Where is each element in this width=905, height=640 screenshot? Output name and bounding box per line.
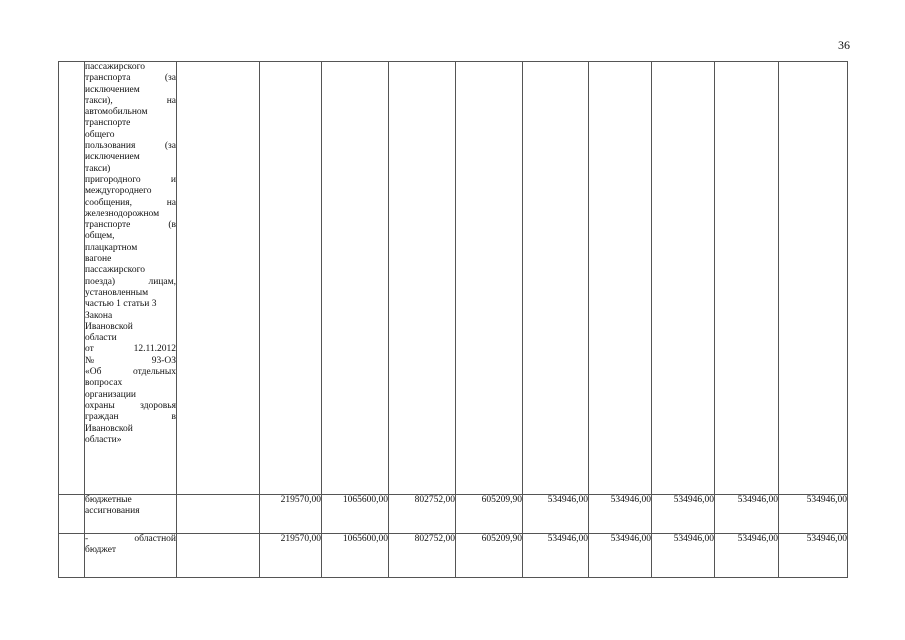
description-row: [59, 62, 848, 495]
text-word: пригородного: [85, 174, 141, 185]
empty-cell: [456, 62, 523, 495]
text-word: бюджет: [85, 545, 117, 556]
text-line: [85, 141, 176, 152]
text-word: общего: [85, 129, 115, 140]
text-line: [85, 209, 176, 220]
text-word: общем,: [85, 231, 115, 242]
text-word: плацкартном: [85, 242, 138, 253]
text-line: [85, 322, 176, 333]
text-word: междугороднего: [85, 186, 152, 197]
text-line: [85, 333, 176, 344]
text-line: [85, 130, 176, 141]
empty-cell: [322, 62, 389, 495]
text-word: транспорта: [85, 73, 131, 84]
text-line: [85, 96, 176, 107]
text-word: на: [166, 197, 176, 208]
value-cell: 802752,00: [389, 495, 456, 534]
text-line: [85, 73, 176, 84]
text-line: [85, 152, 176, 163]
text-line: [85, 288, 176, 299]
text-word: областной: [134, 534, 176, 544]
text-word: 12.11.2012: [133, 344, 176, 355]
text-line: [85, 545, 176, 556]
text-word: пассажирского: [85, 265, 145, 276]
text-line: [85, 265, 176, 276]
text-line: [85, 164, 176, 175]
text-word: и: [170, 174, 176, 185]
text-word: лицам,: [148, 276, 176, 287]
text-line: [85, 254, 176, 265]
text-word: №: [85, 355, 95, 366]
text-word: сообщения,: [85, 197, 132, 208]
page-number: 36: [838, 38, 850, 52]
row-label: [85, 534, 177, 578]
text-line: [85, 311, 176, 322]
empty-cell: [177, 495, 260, 534]
text-word: (за: [164, 141, 176, 152]
value-cell: 605209,90: [456, 495, 523, 534]
text-line: [85, 107, 176, 118]
text-word: здоровья: [140, 400, 176, 411]
value-cell: 219570,00: [260, 534, 322, 578]
text-word: железнодорожном: [85, 208, 160, 219]
text-line: [85, 534, 176, 545]
empty-cell: [779, 62, 848, 495]
empty-cell: [177, 534, 260, 578]
value-cell: 605209,90: [456, 534, 523, 578]
value-cell: 534946,00: [779, 534, 848, 578]
text-line: [85, 243, 176, 254]
text-word: исключением: [85, 84, 140, 95]
text-word: Ивановской: [85, 321, 133, 332]
value-cell: 534946,00: [523, 534, 589, 578]
text-word: (в: [168, 220, 176, 231]
text-word: в: [171, 412, 176, 423]
text-line: [85, 495, 176, 506]
index-cell: [59, 534, 85, 578]
text-word: такси),: [85, 95, 113, 106]
text-word: исключением: [85, 152, 140, 163]
empty-cell: [652, 62, 715, 495]
text-word: пользования: [85, 141, 136, 152]
text-word: ассигнования: [85, 506, 140, 517]
empty-cell: [389, 62, 456, 495]
empty-cell: [715, 62, 779, 495]
table-row: [59, 534, 848, 578]
value-cell: 802752,00: [389, 534, 456, 578]
text-line: [85, 412, 176, 423]
text-line: [85, 186, 176, 197]
text-word: (за: [164, 73, 176, 84]
text-word: транспорте: [85, 118, 131, 129]
text-line: [85, 367, 176, 378]
text-line: [85, 85, 176, 96]
value-cell: 534946,00: [715, 534, 779, 578]
text-word: области: [85, 333, 117, 344]
value-cell: 1065600,00: [322, 495, 389, 534]
empty-cell: [589, 62, 652, 495]
text-line: [85, 231, 176, 242]
text-word: отдельных: [133, 367, 176, 378]
value-cell: 219570,00: [260, 495, 322, 534]
description-cell: [85, 62, 177, 495]
text-line: [85, 378, 176, 389]
text-line: [85, 435, 176, 446]
row-label: [85, 495, 177, 534]
text-word: граждан: [85, 412, 119, 423]
text-line: [85, 424, 176, 435]
value-cell: 534946,00: [715, 495, 779, 534]
text-word: Ивановской: [85, 423, 133, 434]
index-cell: [59, 495, 85, 534]
text-word: такси): [85, 163, 111, 174]
text-line: [85, 506, 176, 517]
text-line: [85, 198, 176, 209]
text-word: автомобильном: [85, 107, 148, 118]
text-word: вагоне: [85, 254, 112, 265]
text-word: транспорте: [85, 220, 131, 231]
budget-table: [58, 61, 848, 578]
text-word: установленным: [85, 287, 149, 298]
text-word: области»: [85, 434, 122, 445]
text-line: [85, 356, 176, 367]
value-cell: 534946,00: [589, 534, 652, 578]
text-word: бюджетные: [85, 495, 132, 505]
text-line: [85, 390, 176, 401]
empty-cell: [260, 62, 322, 495]
text-word: частью 1 статьи 3: [85, 299, 157, 310]
text-line: [85, 401, 176, 412]
text-word: поезда): [85, 276, 116, 287]
text-line: [85, 175, 176, 186]
text-word: Закона: [85, 310, 113, 321]
text-line: [85, 62, 176, 73]
text-word: вопросах: [85, 378, 123, 389]
text-word: на: [166, 95, 176, 106]
text-word: 93-ОЗ: [151, 355, 176, 366]
text-word: «Об: [85, 367, 102, 378]
value-cell: 534946,00: [652, 534, 715, 578]
value-cell: 534946,00: [652, 495, 715, 534]
text-word: охраны: [85, 400, 115, 411]
text-line: [85, 344, 176, 355]
text-word: от: [85, 344, 94, 355]
text-word: пассажирского: [85, 62, 145, 72]
index-cell: [59, 62, 85, 495]
text-word: -: [85, 534, 89, 544]
empty-cell: [177, 62, 260, 495]
text-line: [85, 299, 176, 310]
value-cell: 534946,00: [589, 495, 652, 534]
value-cell: 534946,00: [779, 495, 848, 534]
text-line: [85, 118, 176, 129]
empty-cell: [523, 62, 589, 495]
table-row: [59, 495, 848, 534]
value-cell: 1065600,00: [322, 534, 389, 578]
value-cell: 534946,00: [523, 495, 589, 534]
text-line: [85, 277, 176, 288]
text-line: [85, 220, 176, 231]
text-word: организации: [85, 389, 137, 400]
